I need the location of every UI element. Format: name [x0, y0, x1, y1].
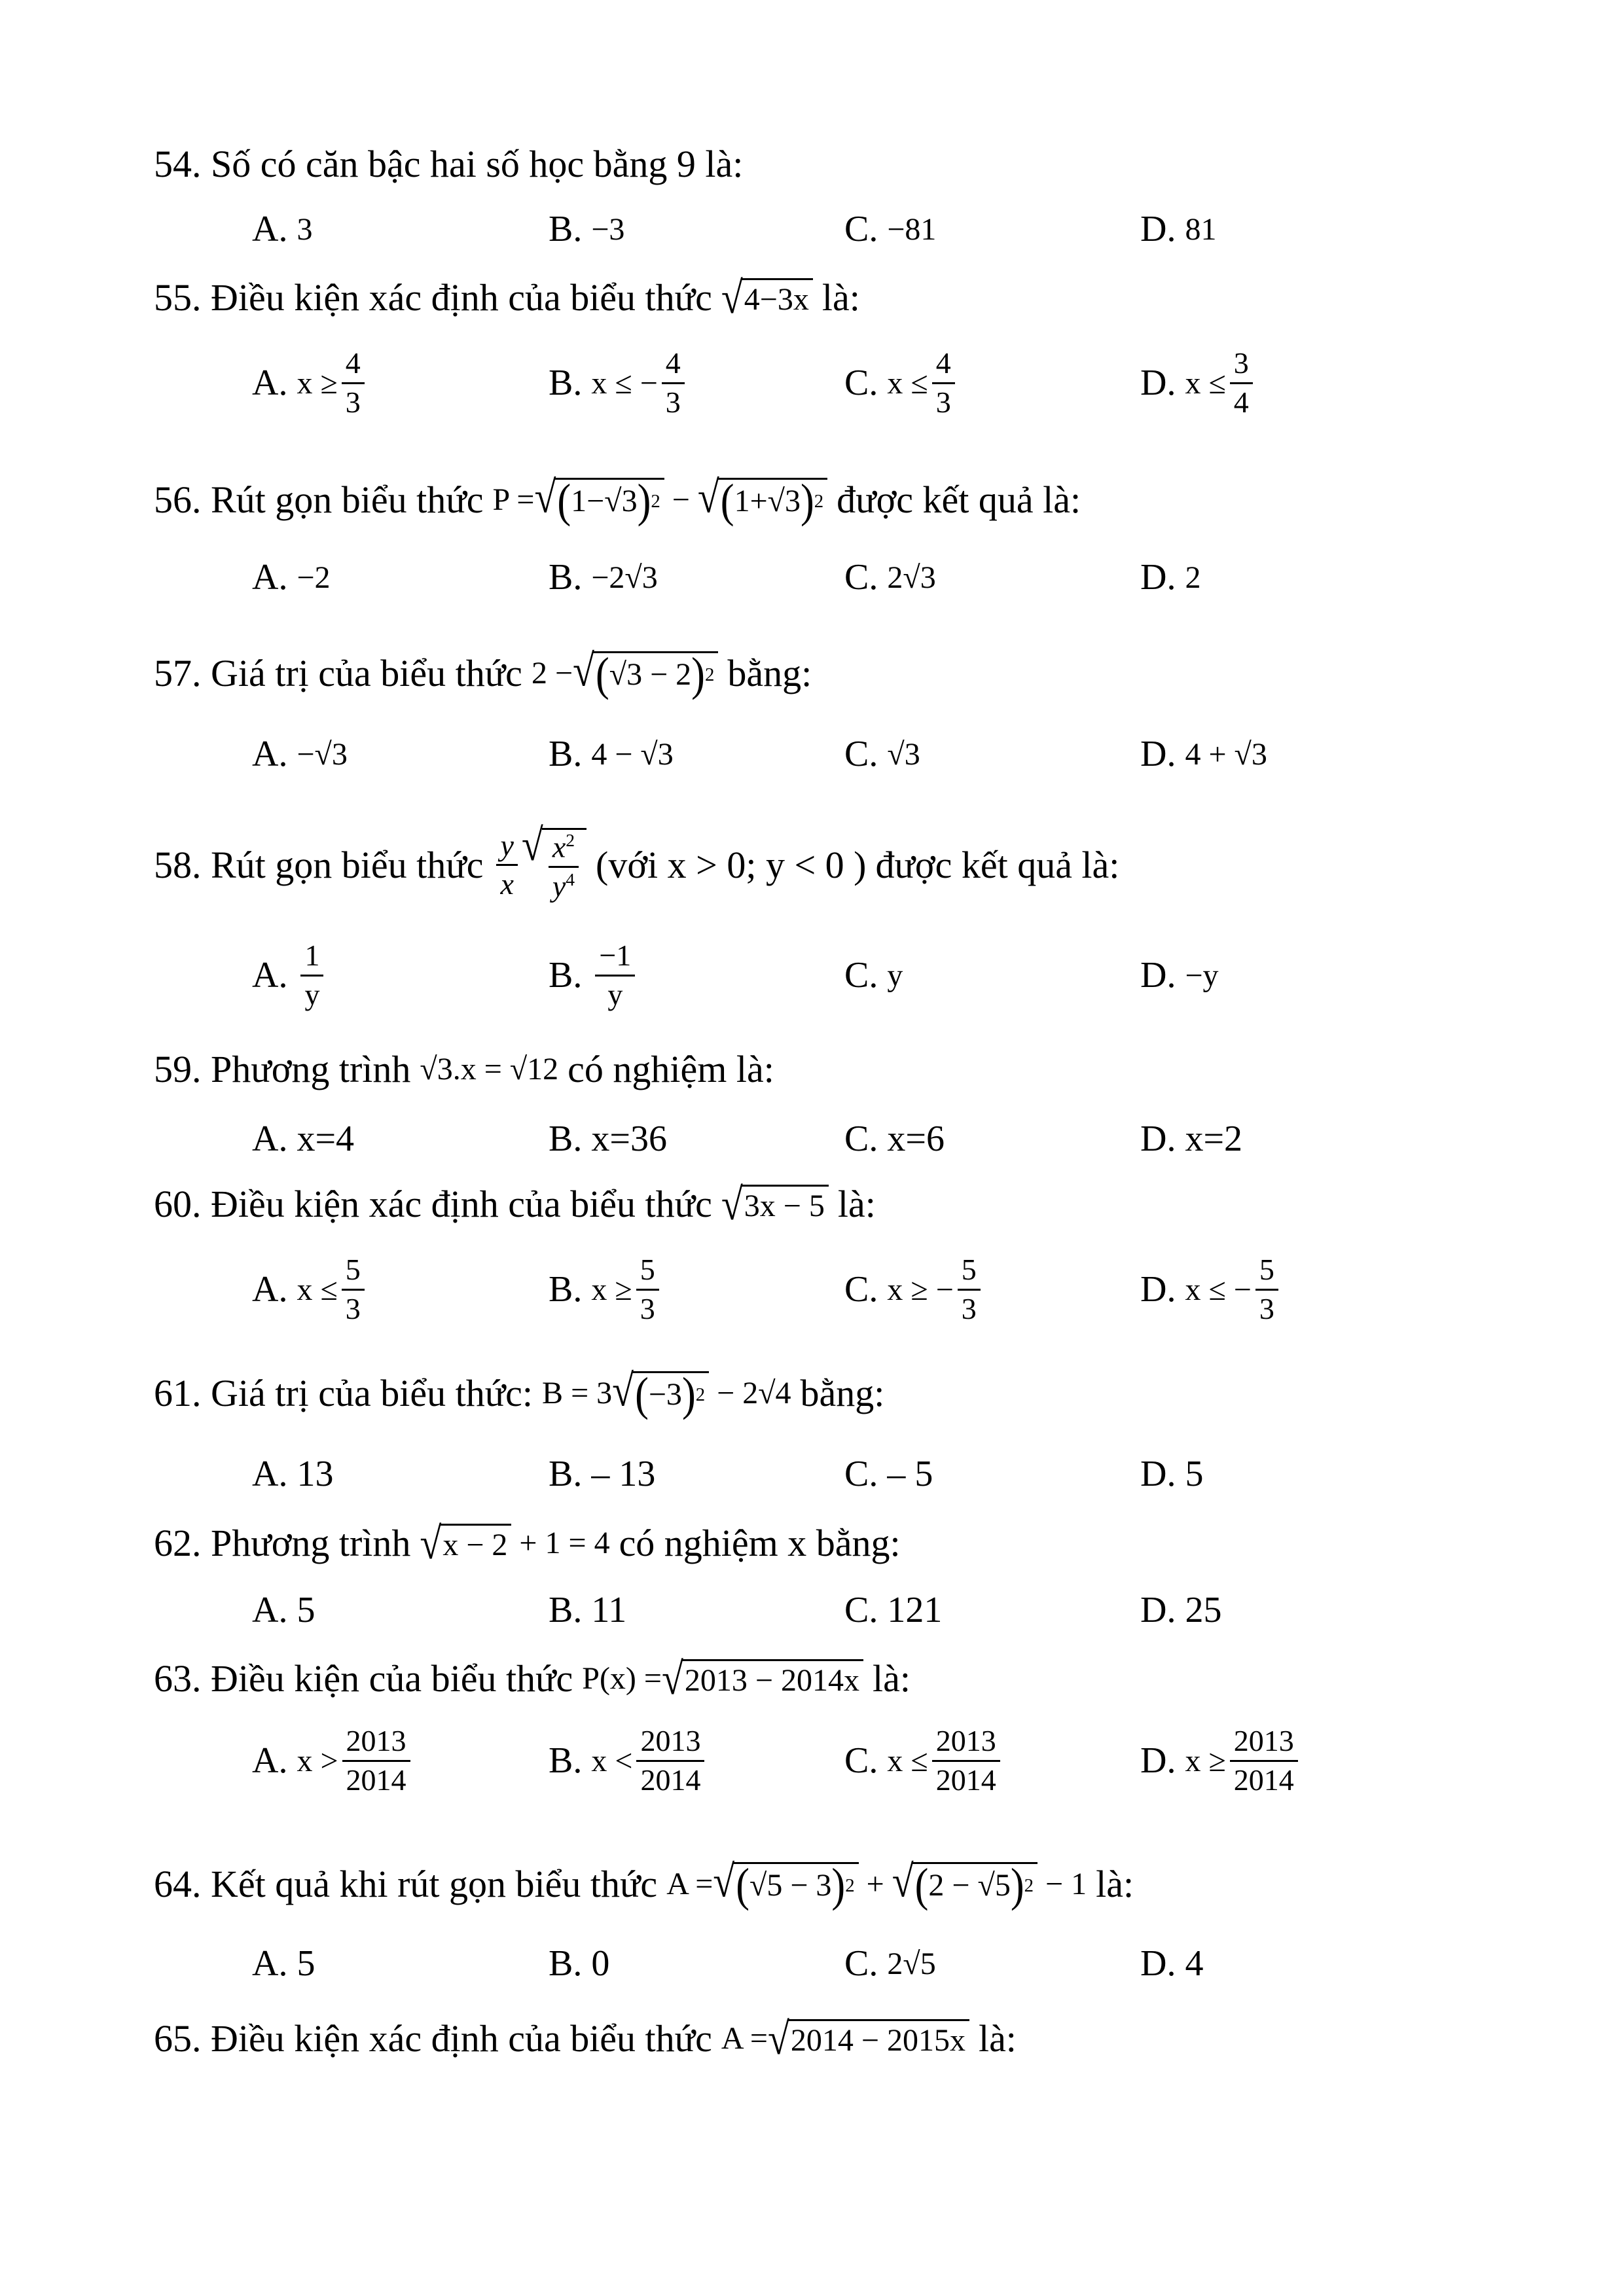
option-c[interactable]: C. −81: [844, 209, 937, 249]
option-c[interactable]: C. – 5: [844, 1454, 933, 1494]
option-a[interactable]: A. x > $\frac{2013}{2014}$: [252, 1721, 414, 1800]
option-b[interactable]: B. 4 − √3: [549, 734, 674, 774]
option-a[interactable]: A. −√3: [252, 734, 348, 774]
option-a[interactable]: A. x ≤ $\frac{5}{3}$: [252, 1250, 369, 1329]
question-57: 57. Giá trị của biểu thức 2 − √ ( √3 − 2 ) 2 bằng:: [154, 645, 812, 701]
question-text: 55. Điều kiện xác định của biểu thức: [154, 276, 712, 319]
options-59: [0, 1100, 1624, 1178]
question-text: 54. Số có căn bậc hai số học bằng 9 là:: [154, 143, 744, 185]
option-a[interactable]: A. 3: [252, 209, 313, 249]
sqrt-expression: √ 4−3x: [721, 278, 813, 317]
question-56: 56. Rút gọn biểu thức P = √ ( 1−√3 ) 2 − √ ( 1+√3 ) 2 được kết quả là:: [154, 472, 1081, 528]
option-b[interactable]: B. 0: [549, 1943, 610, 1984]
option-a[interactable]: A. $\frac{1}{y}$: [252, 929, 327, 1021]
option-c[interactable]: C. 2√3: [844, 557, 936, 598]
option-a[interactable]: A. 13: [252, 1454, 334, 1494]
option-a[interactable]: A. x=4: [252, 1119, 355, 1159]
option-d[interactable]: D. −y: [1140, 955, 1219, 996]
option-b[interactable]: B. x < $\frac{2013}{2014}$: [549, 1721, 708, 1800]
option-a[interactable]: A. x ≥ $\frac{4}{3}$: [252, 344, 369, 422]
option-d[interactable]: D. 4: [1140, 1943, 1204, 1984]
expression-b: B = 3 √ ( −3 ) 2 − 2√4: [542, 1365, 791, 1421]
option-c[interactable]: C. 2√5: [844, 1943, 936, 1984]
option-c[interactable]: C. x=6: [844, 1119, 945, 1159]
option-b[interactable]: B. $\frac{-1}{y}$: [549, 929, 639, 1021]
question-55: [154, 273, 860, 323]
sqrt-expression: √ 3x − 5: [721, 1185, 829, 1224]
option-a[interactable]: A. 5: [252, 1590, 316, 1630]
option-c[interactable]: C. x ≤ $\frac{4}{3}$: [844, 344, 959, 422]
option-d[interactable]: D. x ≤ $\frac{3}{4}$: [1140, 344, 1257, 422]
option-b[interactable]: B. x=36: [549, 1119, 667, 1159]
question-64: 64. Kết quả khi rút gọn biểu thức A = √ ( √5 − 3 ) 2 + √ ( 2 − √5 ) 2 − 1 là:: [154, 1856, 1134, 1912]
question-59: 59. Phương trình √3.x = √12 có nghiệm là:: [154, 1048, 774, 1090]
options-58: [0, 929, 1624, 1021]
question-61: 61. Giá trị của biểu thức: B = 3 √ ( −3 ) 2 − 2√4 bằng:: [154, 1365, 885, 1421]
options-55: [0, 344, 1624, 422]
expression-a: A = √ ( √5 − 3 ) 2 + √ ( 2 − √5 ) 2 − 1: [666, 1856, 1087, 1912]
options-54: [0, 190, 1624, 268]
question-65: 65. Điều kiện xác định của biểu thức A = √ 2014 − 2015x là:: [154, 2014, 1017, 2064]
option-d[interactable]: D. x=2: [1140, 1119, 1243, 1159]
option-c[interactable]: C. y: [844, 955, 903, 996]
option-d[interactable]: D. 4 + √3: [1140, 734, 1267, 774]
question-54: [154, 145, 743, 183]
equation: √ x − 2 + 1 = 4: [420, 1518, 610, 1568]
options-60: [0, 1250, 1624, 1329]
question-63: 63. Điều kiện của biểu thức P(x) = √ 2013 − 2014x là:: [154, 1654, 911, 1704]
option-b[interactable]: B. 11: [549, 1590, 627, 1630]
options-62: [0, 1571, 1624, 1649]
option-b[interactable]: B. −3: [549, 209, 625, 249]
option-d[interactable]: D. x ≥ $\frac{2013}{2014}$: [1140, 1721, 1302, 1800]
expression: 2 − √ ( √3 − 2 ) 2: [532, 651, 718, 695]
option-d[interactable]: D. x ≤ − $\frac{5}{3}$: [1140, 1250, 1282, 1329]
expression-p: P(x) = √ 2013 − 2014x: [582, 1659, 863, 1698]
options-56: [0, 538, 1624, 617]
option-c[interactable]: C. 121: [844, 1590, 943, 1630]
option-a[interactable]: A. −2: [252, 557, 331, 598]
expression-p: P = √ ( 1−√3 ) 2 − √ ( 1+√3 ) 2: [492, 478, 827, 522]
options-57: [0, 715, 1624, 793]
option-c[interactable]: C. x ≥ − $\frac{5}{3}$: [844, 1250, 984, 1329]
options-63: [0, 1721, 1624, 1800]
options-61: [0, 1435, 1624, 1513]
question-60: 60. Điều kiện xác định của biểu thức √ 3x − 5 là:: [154, 1179, 876, 1229]
option-b[interactable]: B. −2√3: [549, 557, 658, 598]
option-d[interactable]: D. 5: [1140, 1454, 1204, 1494]
option-b[interactable]: B. x ≥ $\frac{5}{3}$: [549, 1250, 663, 1329]
option-d[interactable]: D. 25: [1140, 1590, 1222, 1630]
option-c[interactable]: C. x ≤ $\frac{2013}{2014}$: [844, 1721, 1004, 1800]
options-64: [0, 1924, 1624, 2003]
question-suffix: là:: [821, 276, 860, 319]
option-a[interactable]: A. 5: [252, 1943, 316, 1984]
option-b[interactable]: B. – 13: [549, 1454, 656, 1494]
option-d[interactable]: D. 2: [1140, 557, 1201, 598]
option-c[interactable]: C. √3: [844, 734, 920, 774]
question-62: 62. Phương trình √ x − 2 + 1 = 4 có nghiệm x bằng:: [154, 1518, 901, 1568]
option-b[interactable]: B. x ≤ − $\frac{4}{3}$: [549, 344, 689, 422]
option-d[interactable]: D. 81: [1140, 209, 1217, 249]
expression-a: A = √ 2014 − 2015x: [721, 2019, 969, 2058]
question-58: 58. Rút gọn biểu thức $\frac{y}{x}$ √ $\frac{x^2}{y^4}$ (với x > 0; y < 0 ) được kết quả là:: [154, 820, 1120, 903]
expression: $\frac{y}{x}$ √ $\frac{x^2}{y^4}$: [492, 828, 586, 902]
equation: √3.x = √12: [420, 1052, 559, 1086]
